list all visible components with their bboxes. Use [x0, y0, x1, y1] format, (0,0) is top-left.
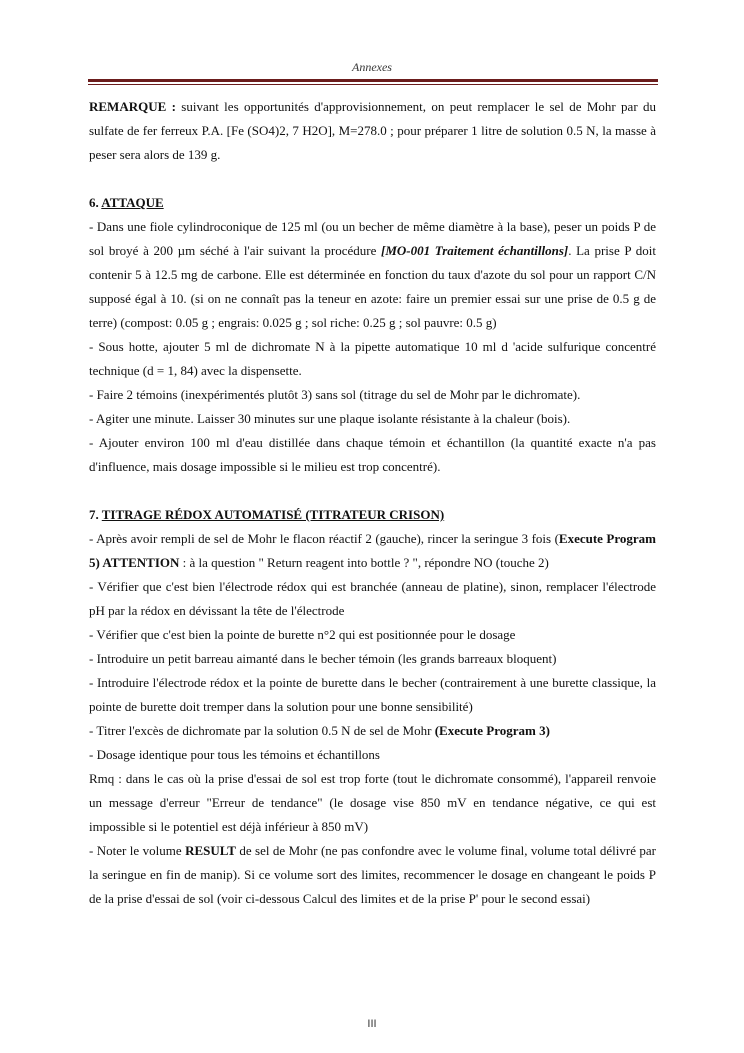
section-6-paragraph-4: - Agiter une minute. Laisser 30 minutes sur une plaque isolante résistante à la chaleur (bois). [89, 411, 571, 426]
document-body [89, 95, 656, 911]
section-7-p1-text: - Après avoir rempli de sel de Mohr le flacon réactif 2 (gauche), rincer la seringue 3 fois ( [89, 531, 559, 546]
section-7-p1-continuation: : à la question " Return reagent into bottle ? ", répondre NO (touche 2) [179, 555, 549, 570]
page-header-title: Annexes [352, 60, 392, 74]
section-7-paragraph-5: - Introduire l'électrode rédox et la pointe de burette dans le becher (contrairement à une burette classique, la pointe de burette doit tremper dans la solution pour une bonne sensibilité) [89, 675, 656, 714]
section-6-p1-continuation: . La prise P doit contenir 5 à 12.5 mg de carbone. Elle est déterminée en fonction du taux d'azote du sol pour un rapport C/N supposé égal à 10. (si on ne connaît pas la teneur en azote: faire un premier essai sur une prise de 0.5 g de terre) (compost: 0.05 g ; engrais: 0.025 g ; sol riche: 0.25 g ; sol pauvre: 0.5 g) [89, 243, 657, 330]
section-6-paragraph-5: - Ajouter environ 100 ml d'eau distillée dans chaque témoin et échantillon (la quantité exacte n'a pas d'influence, mais dosage impossible si le milieu est trop concentré). [89, 435, 656, 474]
remarque-label: REMARQUE : [89, 99, 176, 114]
section-7-number: 7. [89, 507, 102, 522]
section-6-paragraph-1 [89, 215, 656, 335]
procedure-reference: [MO-001 Traitement échantillons] [381, 243, 569, 258]
section-7-paragraph-6 [89, 719, 656, 743]
remarque-paragraph [89, 95, 656, 167]
header-rule-thin [88, 84, 658, 85]
section-6-p1-text: - Dans une fiole cylindroconique de 125 ml (ou un becher de même diamètre à la base), peser un poids P de sol broyé à 200 µm séché à l'air suivant la procédure [89, 219, 656, 258]
section-7-paragraph-9 [89, 839, 656, 911]
section-7-p6-text: - Titrer l'excès de dichromate par la solution 0.5 N de sel de Mohr [89, 723, 435, 738]
header-rule-thick [88, 79, 658, 82]
section-7-paragraph-3: - Vérifier que c'est bien la pointe de burette n°2 qui est positionnée pour le dosage [89, 627, 516, 642]
section-7-paragraph-4: - Introduire un petit barreau aimanté dans le becher témoin (les grands barreaux bloquent) [89, 651, 557, 666]
page-number: III [367, 1018, 377, 1030]
section-7-paragraph-2: - Vérifier que c'est bien l'électrode rédox qui est branchée (anneau de platine), sinon, remplacer l'électrode pH par la rédox en dévissant la tête de l'électrode [89, 579, 656, 618]
remarque-text: suivant les opportunités d'approvisionnement, on peut remplacer le sel de Mohr par du sulfate de fer ferreux P.A. [Fe (SO4)2, 7 H2O], M=278.0 ; pour préparer 1 litre de solution 0.5 N, la masse à peser sera alors de 139 g. [89, 99, 656, 162]
section-6-heading [89, 191, 656, 215]
execute-program-3: (Execute Program 3) [434, 723, 550, 738]
section-7-p9-continuation: de sel de Mohr (ne pas confondre avec le volume final, volume total délivré par la seringue en fin de manip). Si ce volume sort des limites, recommencer le dosage en changeant le poids P de la prise d'essai de sol (voir ci-dessous Calcul des limites et de la prise P' pour le second essai) [89, 843, 656, 906]
result-keyword: RESULT [185, 843, 236, 858]
execute-program-5-attention: Execute Program 5) ATTENTION [89, 531, 656, 570]
section-6-paragraph-3: - Faire 2 témoins (inexpérimentés plutôt 3) sans sol (titrage du sel de Mohr par le dichromate). [89, 387, 581, 402]
section-7-remark-paragraph: Rmq : dans le cas où la prise d'essai de sol est trop forte (tout le dichromate consommé), l'appareil renvoie un message d'erreur "Erreur de tendance" (le dosage vise 850 mV en tendance négative, ce qui est impossible si le potentiel est déjà inférieur à 850 mV) [89, 771, 656, 834]
section-7-paragraph-7: - Dosage identique pour tous les témoins et échantillons [89, 747, 380, 762]
section-7-title: TITRAGE RÉDOX AUTOMATISÉ (TITRATEUR CRISON) [101, 507, 445, 522]
section-7-heading [89, 503, 656, 527]
section-6-number: 6. [89, 195, 102, 210]
section-7-paragraph-1 [89, 527, 656, 575]
section-6-paragraph-2: - Sous hotte, ajouter 5 ml de dichromate N à la pipette automatique 10 ml d 'acide sulfurique concentré technique (d = 1, 84) avec la dispensette. [89, 339, 656, 378]
section-6-title: ATTAQUE [101, 195, 164, 210]
section-7-p9-text: - Noter le volume [89, 843, 186, 858]
